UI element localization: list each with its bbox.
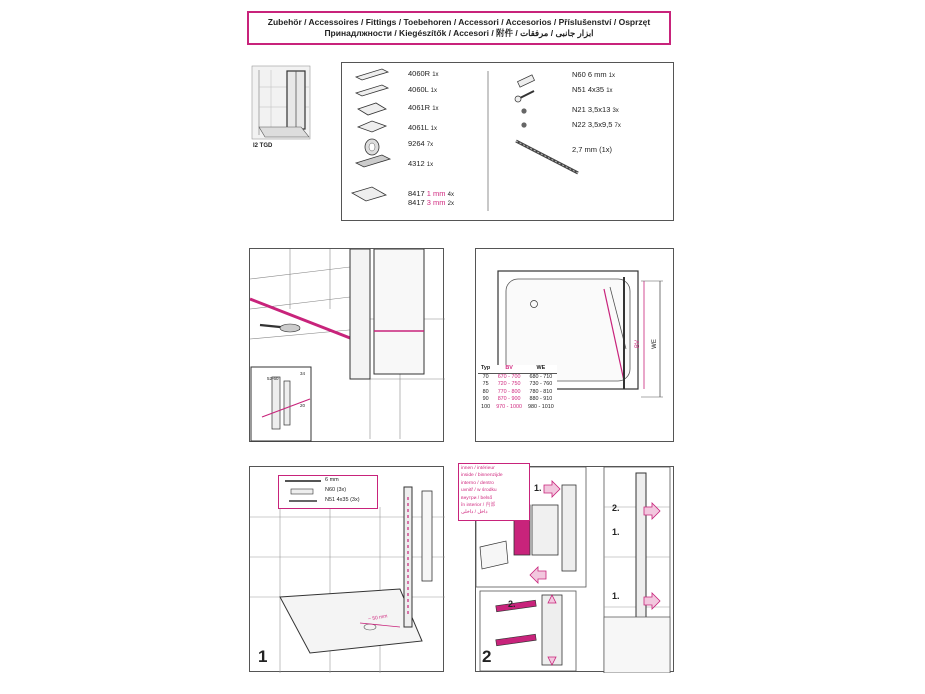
dim-20: 20 — [300, 403, 306, 408]
part-n22: N22 3,5x9,5 7x — [572, 120, 621, 129]
inside-label-0: innen / intérieur — [461, 466, 495, 471]
profile-4060r-icon — [356, 69, 388, 80]
step-1-legend — [278, 475, 378, 509]
profile-4060l-icon — [356, 85, 388, 96]
header-line-1: Zubehör / Accessoires / Fittings / Toebehoren / Accessori / Accesorios / Příslušenství / Osprzęt — [267, 17, 651, 27]
inside-label-4: внутри / belső — [461, 495, 493, 501]
part-4060l: 4060L 1x — [408, 85, 438, 94]
panel-step-1 — [249, 466, 444, 672]
legend-drill-bit: 6 mm — [325, 477, 339, 483]
wall-detail-illustration — [250, 249, 445, 443]
table-row: 80 770 - 800 780 - 810 — [482, 388, 553, 395]
drill-bit-icon — [516, 141, 578, 173]
inside-label-5: în interior / 内部 — [461, 503, 496, 509]
header-bv: BV — [493, 365, 525, 373]
inside-label-6: داخل / داخلی — [461, 510, 488, 516]
part-n21: N21 3,5x13 3x — [572, 105, 619, 114]
inside-label-3: uvnitř / w środku — [461, 488, 497, 494]
header-we: WE — [525, 365, 557, 373]
part-9264: 9264 7x — [408, 139, 434, 148]
table-row: 70 670 - 700 680 - 710 — [482, 373, 553, 380]
panel-step-2 — [461, 466, 674, 672]
part-n60: N60 6 mm 1x — [572, 70, 616, 79]
legend-icons — [281, 476, 325, 508]
screw-n22-icon — [521, 122, 526, 127]
bv-dimension-label: BV — [635, 339, 642, 349]
cap-9264-icon — [365, 139, 379, 155]
header-line-2: Принадлжности / Kiegészítők / Accesori / 附件 / ابزار جانبی / مرفقات — [324, 28, 594, 38]
panel-wall-detail — [249, 248, 444, 442]
inside-label-box — [458, 463, 530, 521]
tray-plan-illustration — [476, 249, 675, 443]
inside-label-1: inside / binnenzijde — [461, 473, 503, 479]
shower-enclosure-thumbnail — [251, 65, 311, 140]
table-row: 90 870 - 900 880 - 910 — [482, 396, 553, 403]
we-dimension-label: WE — [651, 339, 658, 349]
drill-icon — [260, 324, 300, 332]
screw-n51-icon — [515, 91, 534, 102]
spacer-1mm: 8417 1 mm 4x — [408, 189, 454, 198]
part-4060r: 4060R 1x — [408, 69, 439, 78]
step-2-number: 2 — [482, 647, 492, 666]
distance-label: ~ 50 mm — [367, 613, 388, 623]
header-typ: Typ — [478, 365, 493, 373]
part-4312: 4312 1x — [408, 159, 434, 168]
arrow-label-3: 1. — [612, 527, 620, 537]
dim-34: 34 — [300, 371, 306, 376]
dim-52-60: 52-60 — [267, 376, 279, 381]
spacer-8417-icon — [352, 187, 386, 201]
cover-4061r-icon — [358, 103, 386, 115]
arrow-label-4: 2. — [612, 503, 620, 513]
step-1-number: 1 — [258, 647, 268, 666]
arrow-label-1: 1. — [534, 483, 542, 493]
parts-panel — [341, 62, 674, 221]
dowel-n60-icon — [517, 75, 534, 87]
part-4061l: 4061L 1x — [408, 123, 438, 132]
cover-4061l-icon — [358, 121, 386, 132]
table-row: 100 970 - 1000 980 - 1010 — [481, 403, 554, 410]
panel-size-table — [475, 248, 674, 442]
legend-dowel: N60 (3x) — [325, 487, 347, 493]
accessories-header — [247, 11, 671, 45]
screw-n21-icon — [521, 108, 526, 113]
part-4061r: 4061R 1x — [408, 103, 439, 112]
model-label: I2 TGD — [253, 143, 273, 149]
arrow-label-5: 1. — [612, 591, 620, 601]
spacer-3mm: 8417 3 mm 2x — [408, 198, 454, 207]
parts-illustrations — [342, 63, 675, 222]
table-row: 75 720 - 750 730 - 760 — [482, 381, 553, 388]
part-drill: 2,7 mm (1x) — [572, 145, 613, 154]
part-n51: N51 4x35 1x — [572, 85, 613, 94]
arrow-label-2: 2. — [508, 599, 516, 609]
inside-label-2: interno / dentro — [461, 480, 494, 486]
seal-4312-icon — [356, 155, 390, 167]
legend-screw: N51 4x35 (3x) — [325, 497, 360, 503]
size-table — [478, 365, 557, 412]
model-thumbnail — [251, 65, 311, 140]
